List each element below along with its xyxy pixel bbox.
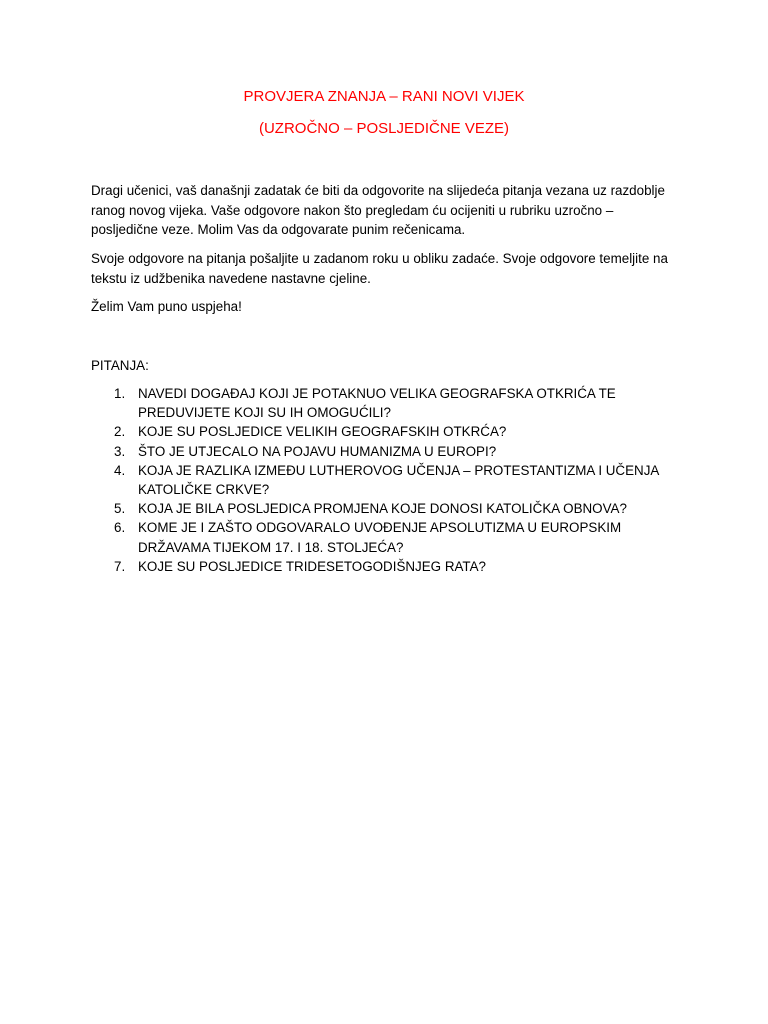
question-text: NAVEDI DOGAĐAJ KOJI JE POTAKNUO VELIKA GEOGRAFSKA OTKRIĆA TE PREDUVIJETE KOJI SU IH OMOGUĆILI? xyxy=(138,386,616,421)
intro-paragraph: Dragi učenici, vaš današnji zadatak će biti da odgovorite na slijedeća pitanja vezana uz razdoblje ranog novog vijeka. Vaše odgovore nakon što pregledam ću ocijeniti u rubriku uzročno – posljedične veze. Molim Vas da odgovarate punim rečenicama. xyxy=(91,183,665,237)
question-item xyxy=(91,499,691,518)
question-text: KOJE SU POSLJEDICE TRIDESETOGODIŠNJEG RATA? xyxy=(138,558,486,574)
question-text: KOJA JE RAZLIKA IZMEĐU LUTHEROVOG UČENJA – PROTESTANTIZMA I UČENJA KATOLIČKE CRKVE? xyxy=(138,462,659,498)
question-number: 2. xyxy=(114,424,126,440)
question-number: 4. xyxy=(114,462,126,478)
question-number: 5. xyxy=(114,501,126,517)
question-item xyxy=(91,422,691,441)
question-item xyxy=(91,557,691,576)
question-text: ŠTO JE UTJECALO NA POJAVU HUMANIZMA U EUROPI? xyxy=(138,443,497,459)
questions-list xyxy=(91,384,691,576)
question-number: 3. xyxy=(114,443,126,459)
question-text: KOME JE I ZAŠTO ODGOVARALO UVOĐENJE APSOLUTIZMA U EUROPSKIM DRŽAVAMA TIJEKOM 17. I 18. STOLJEĆA? xyxy=(138,520,622,555)
question-number: 6. xyxy=(114,520,126,536)
question-item xyxy=(91,518,691,556)
question-item xyxy=(91,461,691,499)
questions-label: PITANJA: xyxy=(91,358,149,373)
document-title: PROVJERA ZNANJA – RANI NOVI VIJEK xyxy=(243,88,525,105)
document-subtitle: (UZROČNO – POSLJEDIČNE VEZE) xyxy=(258,120,510,137)
instructions-paragraph: Svoje odgovore na pitanja pošaljite u zadanom roku u obliku zadaće. Svoje odgovore temeljite na tekstu iz udžbenika navedene nastavne cjeline. xyxy=(91,251,668,286)
question-text: KOJA JE BILA POSLJEDICA PROMJENA KOJE DONOSI KATOLIČKA OBNOVA? xyxy=(138,501,627,517)
question-item xyxy=(91,442,691,461)
question-text: KOJE SU POSLJEDICE VELIKIH GEOGRAFSKIH OTKRĆA? xyxy=(138,424,507,440)
closing-paragraph: Želim Vam puno uspjeha! xyxy=(91,299,242,314)
question-number: 1. xyxy=(114,386,126,401)
question-number: 7. xyxy=(114,558,126,574)
question-item xyxy=(91,384,691,422)
